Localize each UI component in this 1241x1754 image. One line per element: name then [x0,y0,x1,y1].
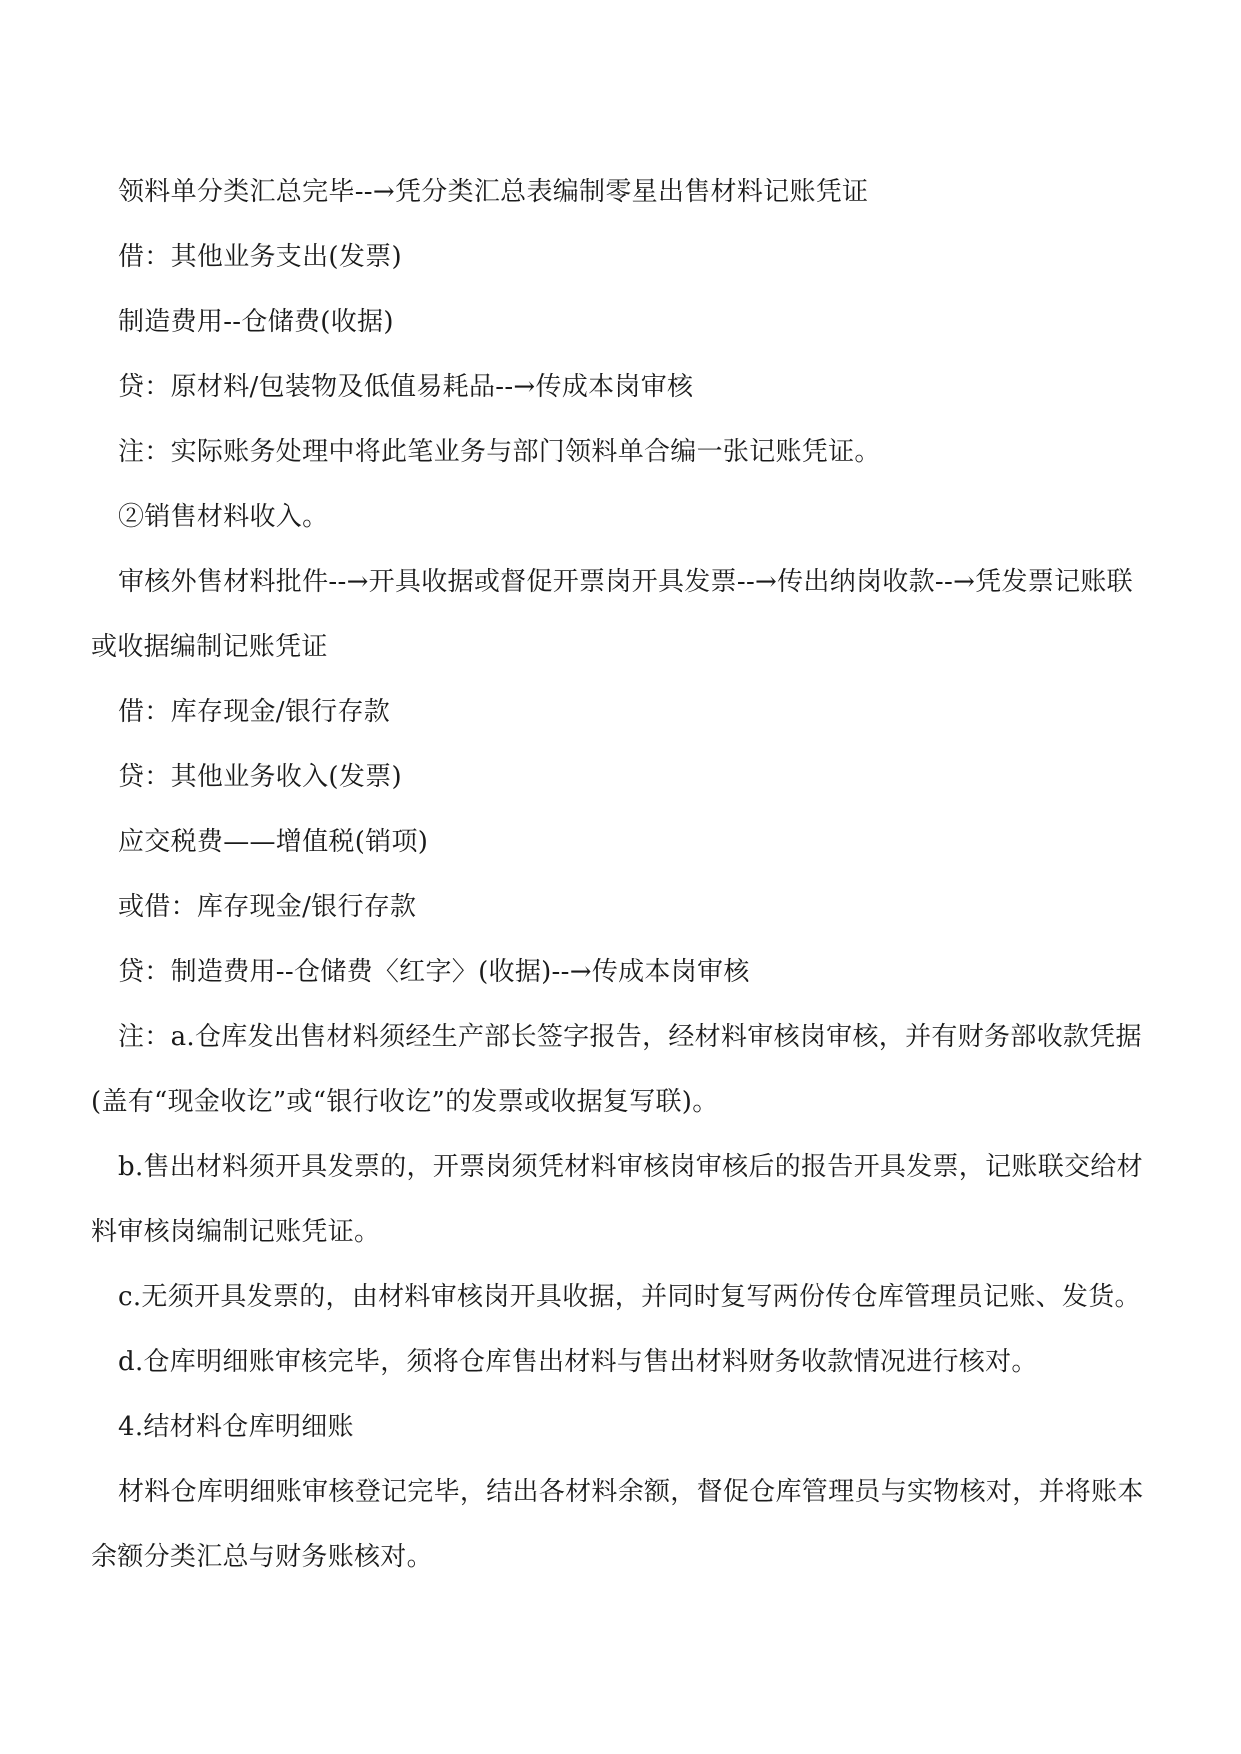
paragraph-sales-process: 审核外售材料批件--→开具收据或督促开票岗开具发票--→传出纳岗收款--→凭发票记账联或收据编制记账凭证 [91,567,1133,662]
paragraph-note-c: c.无须开具发票的，由材料审核岗开具收据，并同时复写两份传仓库管理员记账、发货。 [118,1282,1141,1312]
paragraph-manufacturing-cost: 制造费用--仓储费(收据) [118,307,394,337]
paragraph-sales-income-heading: ②销售材料收入。 [118,502,329,532]
paragraph-or-debit-cash-bank: 或借：库存现金/银行存款 [118,892,417,922]
paragraph-vouchers-summary: 领料单分类汇总完毕--→凭分类汇总表编制零星出售材料记账凭证 [118,177,869,207]
paragraph-ledger-reconciliation: 材料仓库明细账审核登记完毕，结出各材料余额，督促仓库管理员与实物核对，并将账本余额分类汇总与财务账核对。 [91,1477,1144,1572]
paragraph-vat-output: 应交税费——增值税(销项) [118,827,429,857]
paragraph-note-a: 注：a.仓库发出售材料须经生产部长签字报告，经材料审核岗审核，并有财务部收款凭据(盖有“现金收讫”或“银行收讫”的发票或收据复写联)。 [91,1022,1142,1117]
paragraph-note-b: b.售出材料须开具发票的，开票岗须凭材料审核岗审核后的报告开具发票，记账联交给材料审核岗编制记账凭证。 [91,1152,1143,1247]
document-body [91,160,1151,1590]
paragraph-note-combined-voucher: 注：实际账务处理中将此笔业务与部门领料单合编一张记账凭证。 [118,437,881,467]
paragraph-section-4-heading: 4.结材料仓库明细账 [118,1412,354,1442]
paragraph-credit-raw-materials: 贷：原材料/包装物及低值易耗品--→传成本岗审核 [118,372,694,402]
paragraph-debit-cash-bank: 借：库存现金/银行存款 [118,697,391,727]
paragraph-credit-storage-red: 贷：制造费用--仓储费〈红字〉(收据)--→传成本岗审核 [118,957,750,987]
paragraph-credit-other-income: 贷：其他业务收入(发票) [118,762,402,792]
paragraph-note-d: d.仓库明细账审核完毕，须将仓库售出材料与售出材料财务收款情况进行核对。 [118,1347,1038,1377]
paragraph-debit-other-expense: 借：其他业务支出(发票) [118,242,402,272]
